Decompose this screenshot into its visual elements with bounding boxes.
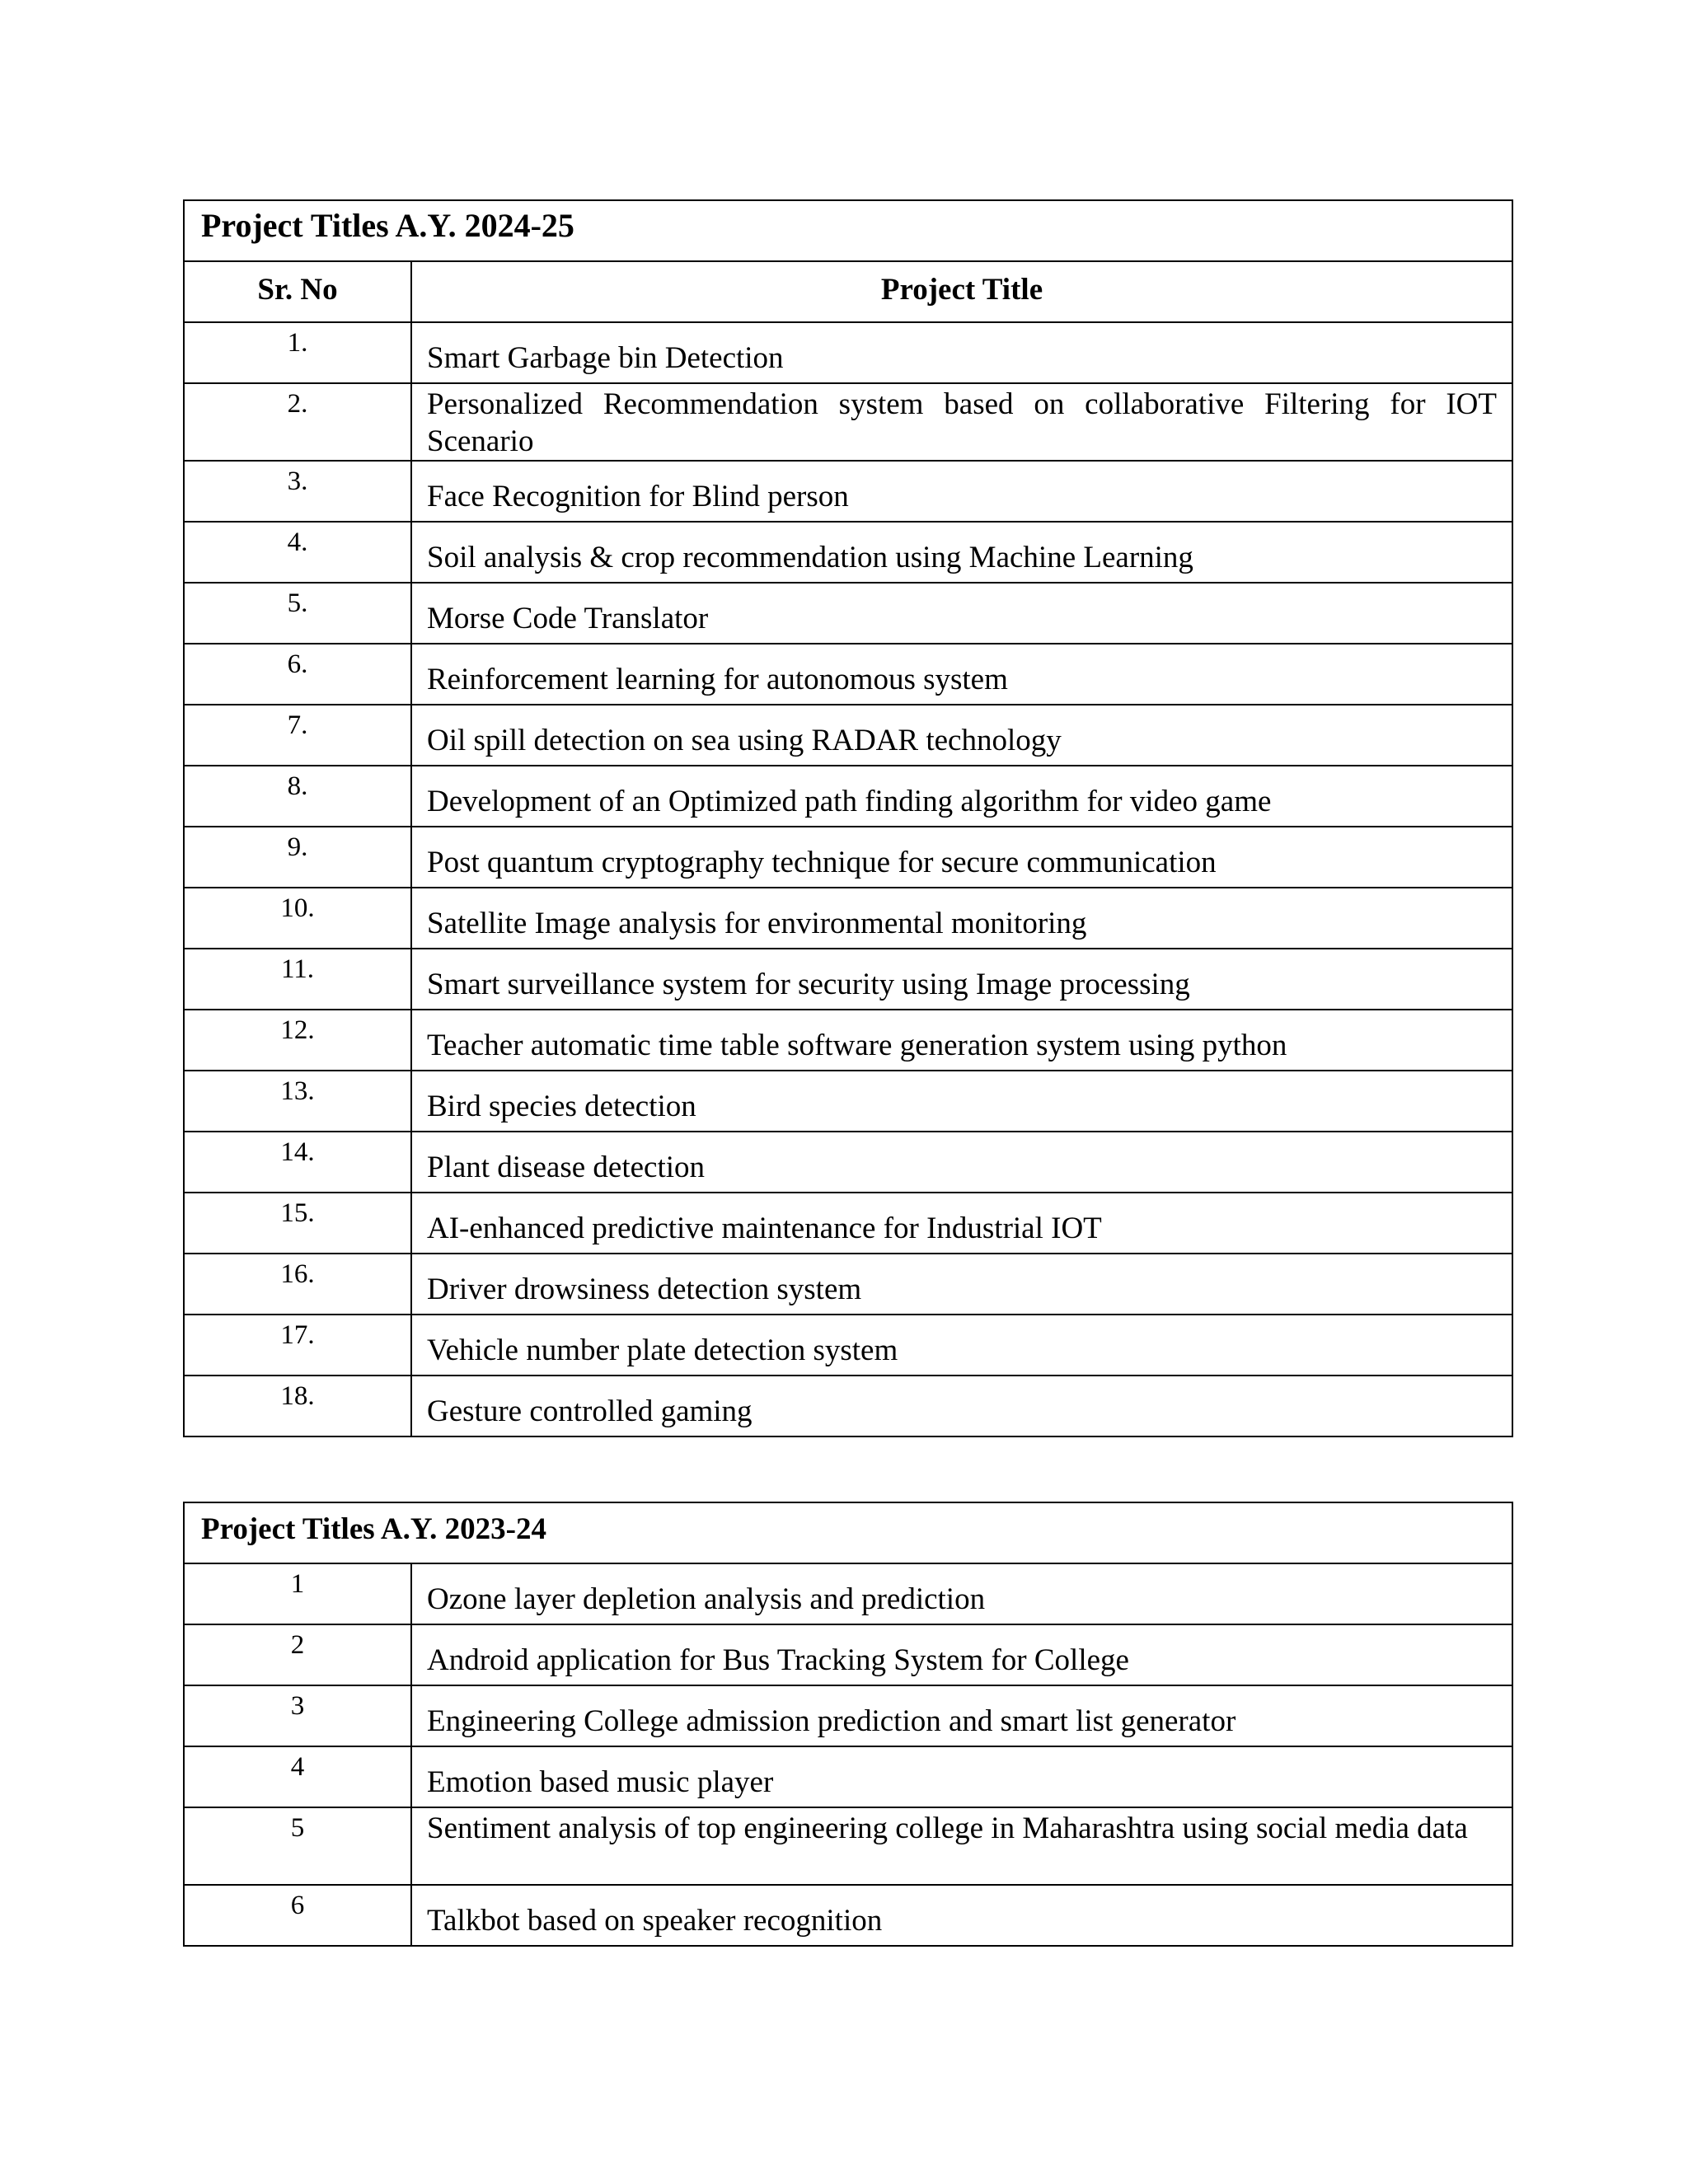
sr-no-cell: 13. — [184, 1071, 411, 1132]
sr-no-cell: 11. — [184, 949, 411, 1010]
project-title-cell: Oil spill detection on sea using RADAR technology — [411, 705, 1512, 766]
table-header-row — [184, 261, 1512, 322]
table-row — [184, 1885, 1512, 1946]
table-row — [184, 1010, 1512, 1071]
table-caption-row — [184, 1502, 1512, 1563]
project-title-cell: AI-enhanced predictive maintenance for Industrial IOT — [411, 1193, 1512, 1254]
project-title-cell: Development of an Optimized path finding algorithm for video game — [411, 766, 1512, 827]
project-title-cell: Post quantum cryptography technique for secure communication — [411, 827, 1512, 888]
sr-no-cell: 5 — [184, 1807, 411, 1885]
table-row — [184, 766, 1512, 827]
table-row — [184, 827, 1512, 888]
sr-no-cell: 7. — [184, 705, 411, 766]
table-row — [184, 522, 1512, 583]
table-row — [184, 383, 1512, 461]
table-row — [184, 1071, 1512, 1132]
table-row — [184, 1193, 1512, 1254]
project-title-cell: Face Recognition for Blind person — [411, 461, 1512, 522]
project-title-cell: Bird species detection — [411, 1071, 1512, 1132]
table-row — [184, 1624, 1512, 1685]
sr-no-cell: 6. — [184, 644, 411, 705]
sr-no-cell: 2 — [184, 1624, 411, 1685]
project-title-cell: Ozone layer depletion analysis and prediction — [411, 1563, 1512, 1624]
sr-no-cell: 1 — [184, 1563, 411, 1624]
table-row — [184, 705, 1512, 766]
project-title-cell: Personalized Recommendation system based on collaborative Filtering for IOT Scenario — [411, 383, 1512, 461]
table-row — [184, 322, 1512, 383]
sr-no-cell: 12. — [184, 1010, 411, 1071]
project-title-cell: Smart surveillance system for security using Image processing — [411, 949, 1512, 1010]
sr-no-cell: 3 — [184, 1685, 411, 1746]
table-row — [184, 1254, 1512, 1315]
project-title-cell: Morse Code Translator — [411, 583, 1512, 644]
table-row — [184, 949, 1512, 1010]
sr-no-cell: 5. — [184, 583, 411, 644]
header-sr-no: Sr. No — [184, 261, 411, 322]
sr-no-cell: 6 — [184, 1885, 411, 1946]
table-caption: Project Titles A.Y. 2023-24 — [184, 1502, 1512, 1563]
project-title-cell: Sentiment analysis of top engineering college in Maharashtra using social media data — [411, 1807, 1512, 1885]
project-title-cell: Engineering College admission prediction and smart list generator — [411, 1685, 1512, 1746]
table-caption: Project Titles A.Y. 2024-25 — [184, 200, 1512, 261]
table-row — [184, 1807, 1512, 1885]
project-title-cell: Soil analysis & crop recommendation using Machine Learning — [411, 522, 1512, 583]
table-row — [184, 644, 1512, 705]
project-title-cell: Emotion based music player — [411, 1746, 1512, 1807]
table-row — [184, 461, 1512, 522]
project-title-cell: Smart Garbage bin Detection — [411, 322, 1512, 383]
sr-no-cell: 10. — [184, 888, 411, 949]
project-titles-2024-25-table — [183, 199, 1513, 1437]
sr-no-cell: 1. — [184, 322, 411, 383]
project-title-cell: Vehicle number plate detection system — [411, 1315, 1512, 1376]
table-row — [184, 1563, 1512, 1624]
header-project-title: Project Title — [411, 261, 1512, 322]
project-title-cell: Reinforcement learning for autonomous system — [411, 644, 1512, 705]
project-title-cell: Android application for Bus Tracking System for College — [411, 1624, 1512, 1685]
table-row — [184, 888, 1512, 949]
project-title-cell: Driver drowsiness detection system — [411, 1254, 1512, 1315]
sr-no-cell: 16. — [184, 1254, 411, 1315]
sr-no-cell: 17. — [184, 1315, 411, 1376]
table-row — [184, 1315, 1512, 1376]
table-row — [184, 1746, 1512, 1807]
table-row — [184, 1685, 1512, 1746]
project-title-cell: Plant disease detection — [411, 1132, 1512, 1193]
project-title-cell: Gesture controlled gaming — [411, 1376, 1512, 1436]
sr-no-cell: 4. — [184, 522, 411, 583]
sr-no-cell: 9. — [184, 827, 411, 888]
sr-no-cell: 15. — [184, 1193, 411, 1254]
table-caption-row — [184, 200, 1512, 261]
table-row — [184, 1376, 1512, 1436]
sr-no-cell: 8. — [184, 766, 411, 827]
sr-no-cell: 2. — [184, 383, 411, 461]
project-titles-2023-24-table — [183, 1502, 1513, 1947]
project-title-cell: Satellite Image analysis for environmental monitoring — [411, 888, 1512, 949]
sr-no-cell: 3. — [184, 461, 411, 522]
sr-no-cell: 14. — [184, 1132, 411, 1193]
sr-no-cell: 18. — [184, 1376, 411, 1436]
table-row — [184, 583, 1512, 644]
project-title-cell: Teacher automatic time table software generation system using python — [411, 1010, 1512, 1071]
project-title-cell: Talkbot based on speaker recognition — [411, 1885, 1512, 1946]
sr-no-cell: 4 — [184, 1746, 411, 1807]
table-row — [184, 1132, 1512, 1193]
